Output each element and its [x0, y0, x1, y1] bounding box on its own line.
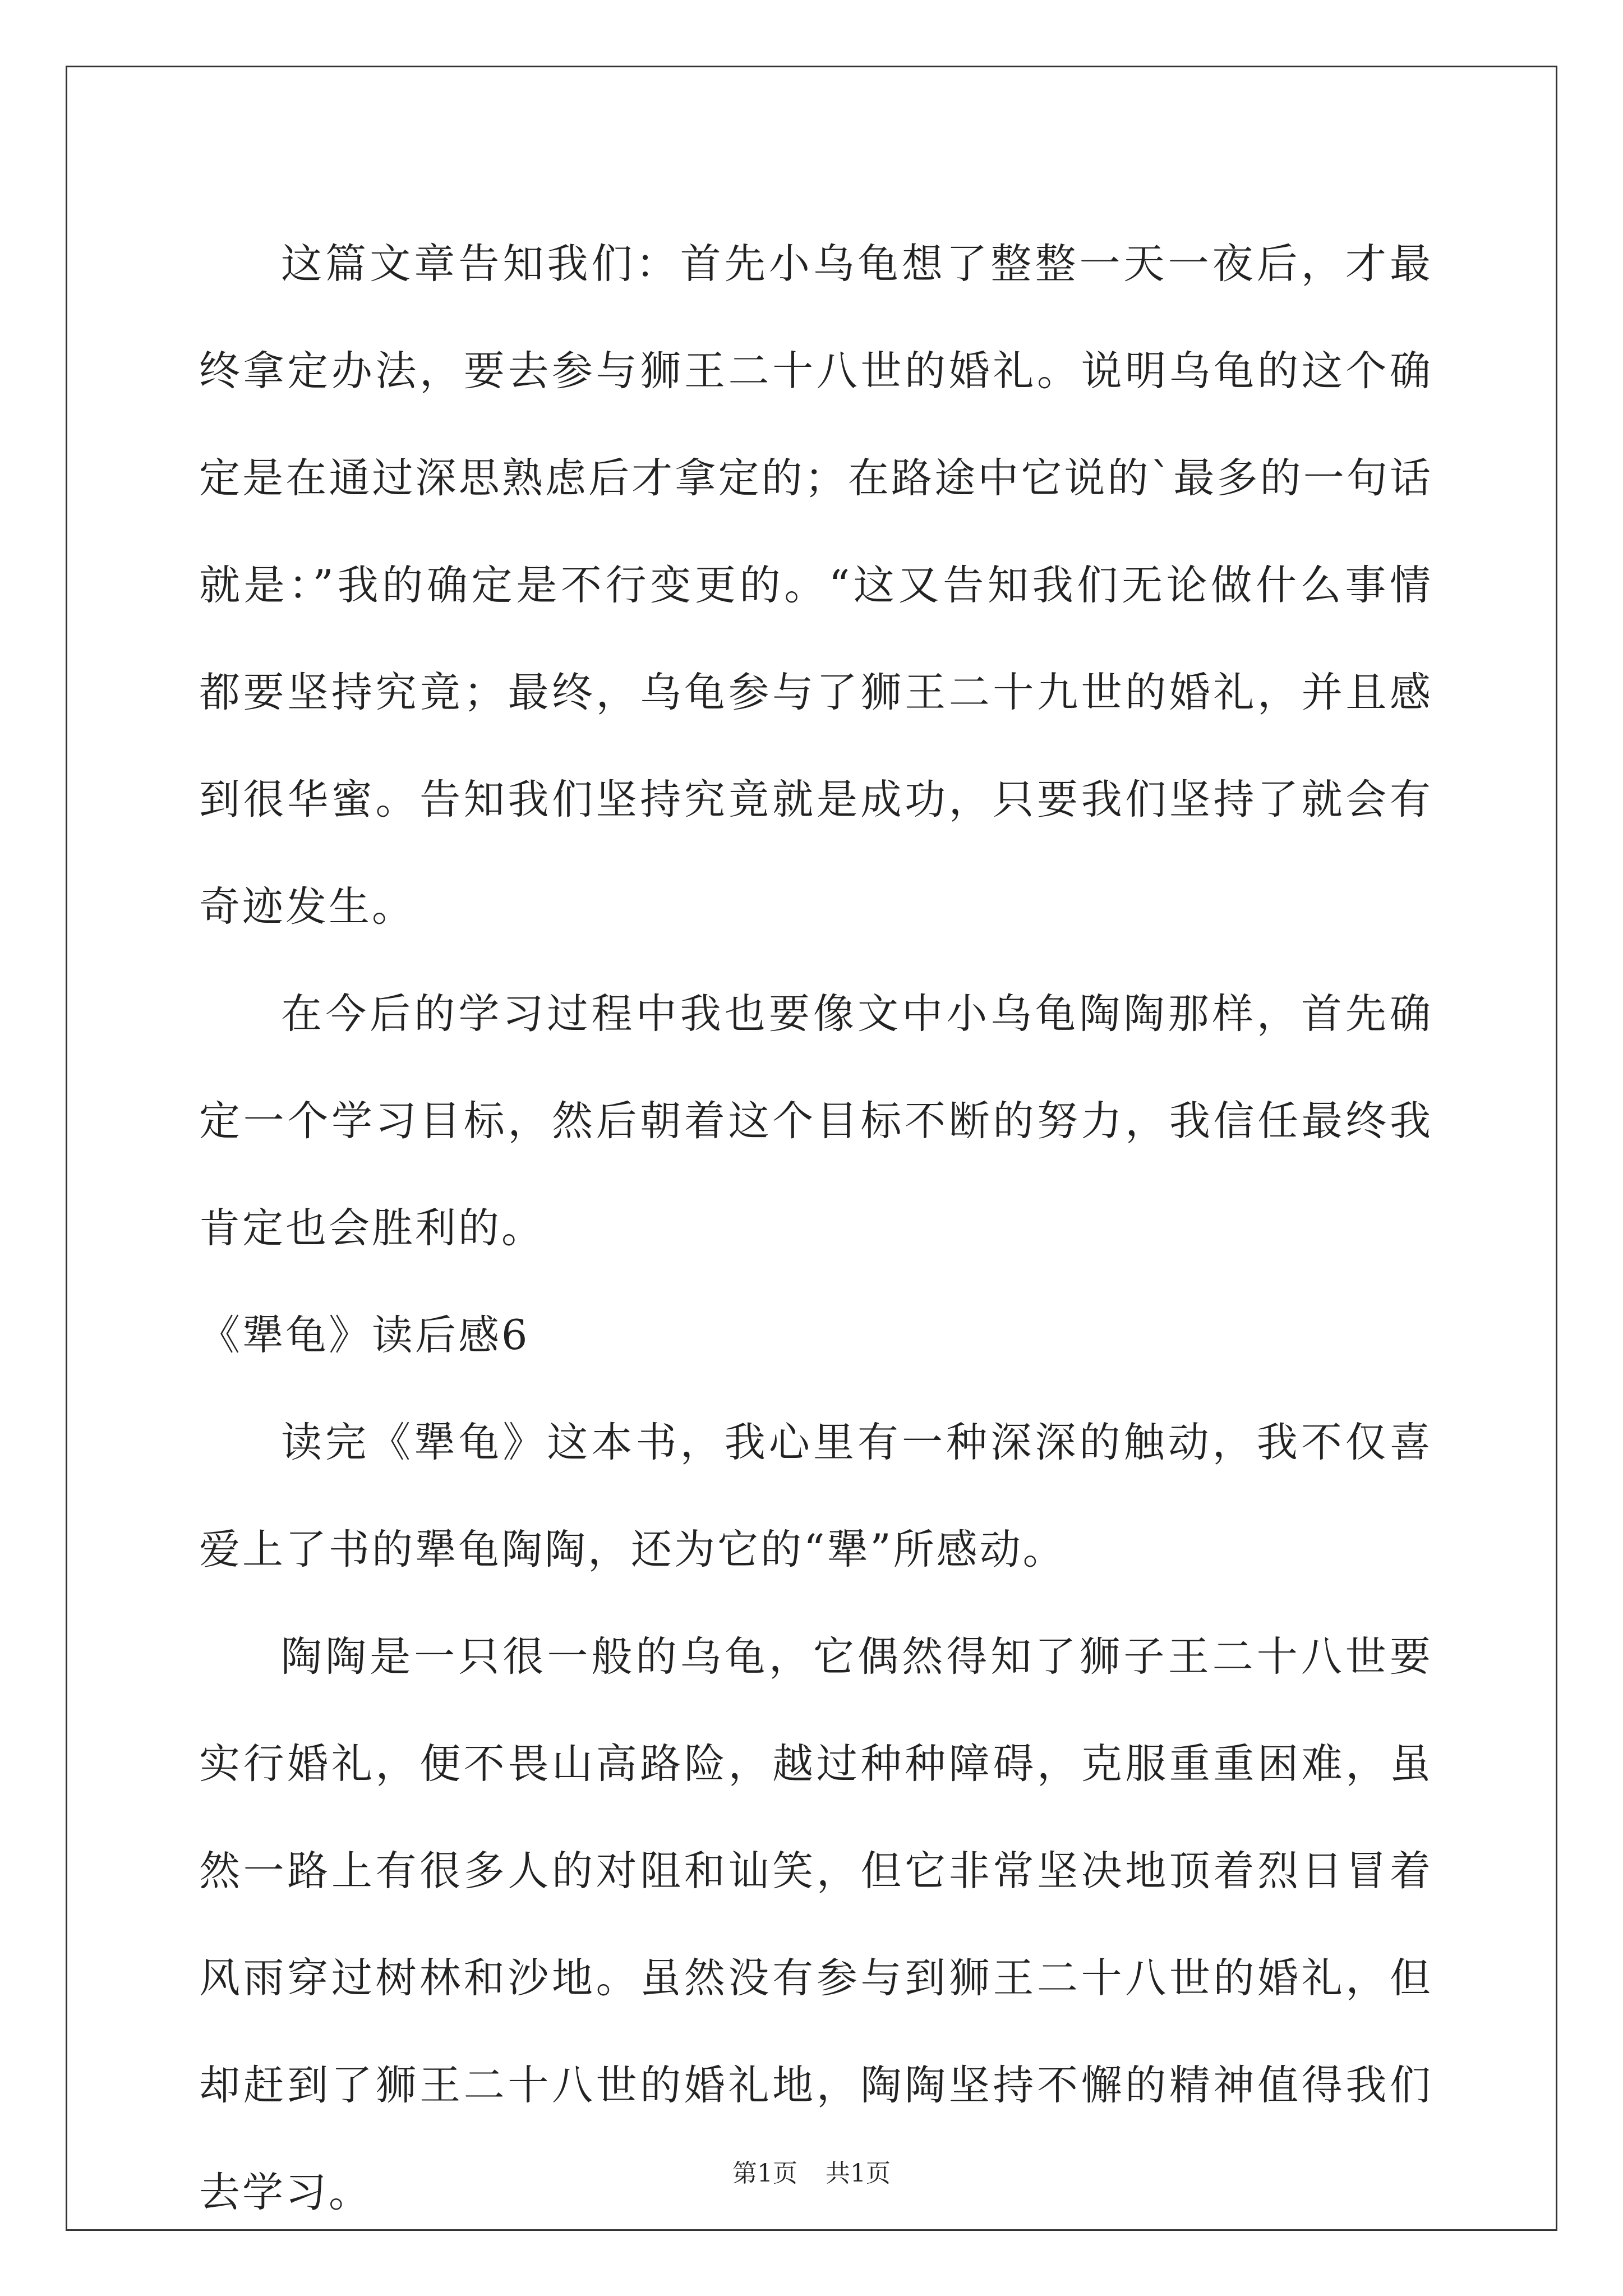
- page-number: 第1页: [732, 2159, 797, 2188]
- document-body: [199, 210, 1433, 2246]
- page-footer: [0, 2157, 1623, 2191]
- paragraph: 这篇文章告知我们：首先小乌龟想了整整一天一夜后，才最终拿定办法，要去参与狮王二十八世的婚礼。说明乌龟的这个确定是在通过深思熟虑后才拿定的；在路途中它说的`最多的一句话就是：”我的确定是不行变更的。“这又告知我们无论做什么事情都要坚持究竟；最终，乌龟参与了狮王二十九世的婚礼，并且感到很华蜜。告知我们坚持究竟就是成功，只要我们坚持了就会有奇迹发生。: [199, 240, 1433, 931]
- paragraph: 在今后的学习过程中我也要像文中小乌龟陶陶那样，首先确定一个学习目标，然后朝着这个目标不断的努力，我信任最终我肯定也会胜利的。: [199, 990, 1433, 1252]
- page-total: 共1页: [826, 2159, 891, 2188]
- paragraph: 陶陶是一只很一般的乌龟，它偶然得知了狮子王二十八世要实行婚礼，便不畏山高路险，越过种种障碍，克服重重困难，虽然一路上有很多人的对阻和讪笑，但它非常坚决地顶着烈日冒着风雨穿过树林和沙地。虽然没有参与到狮王二十八世的婚礼，但却赶到了狮王二十八世的婚礼地，陶陶坚持不懈的精神值得我们去学习。: [199, 1633, 1433, 2216]
- paragraph: 读完《犟龟》这本书，我心里有一种深深的触动，我不仅喜爱上了书的犟龟陶陶，还为它的“犟”所感动。: [199, 1419, 1433, 1573]
- section-heading: 《犟龟》读后感6: [199, 1312, 530, 1359]
